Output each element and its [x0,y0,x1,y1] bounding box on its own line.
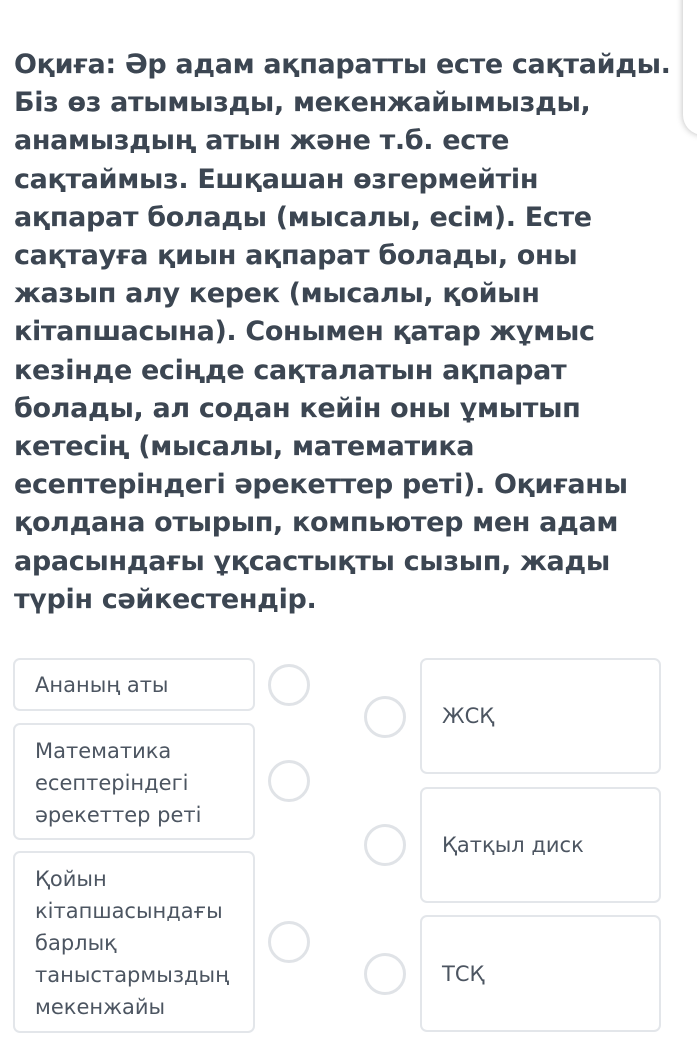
question-line: Біз өз атымызды, мекенжайымызды, [14,87,591,119]
question-line: жазып алу керек (мысалы, қойын [14,278,540,310]
question-line: кетесің (мысалы, математика [14,431,475,463]
right-card-label: ТСҚ [442,961,485,986]
question-line: есептеріндегі әрекеттер реті). Оқиғаны [14,469,628,501]
question-line: анамыздың атын және т.б. есте [14,125,510,157]
left-card-label: барлық [35,931,117,955]
left-card-notebook-addresses[interactable] [13,851,255,1033]
left-connector-3[interactable] [268,921,310,963]
question-line: болады, ал содан кейін оны ұмытып [14,392,581,424]
question-line: түрін сәйкестендір. [14,583,317,615]
left-card-label: мекенжайы [35,995,166,1019]
right-card-label: ЖСҚ [442,704,495,728]
question-line: сақтаймыз. Ешқашан өзгермейтін [14,163,539,195]
question-line: кезінде есіңде сақталатын ақпарат [14,354,567,386]
left-card-label: кітапшасындағы [35,899,223,923]
right-card-ram[interactable] [420,915,661,1032]
right-card-rom[interactable] [420,658,661,774]
right-connector-3[interactable] [364,953,406,995]
left-card-label: Математика [35,739,172,763]
left-card-label: Қойын [35,867,107,891]
question-line: арасындағы ұқсастықты сызып, жады [14,545,610,577]
left-card-label: есептеріндегі [35,771,189,795]
left-card-math-order[interactable] [13,723,255,840]
left-connector-1[interactable] [268,664,310,706]
question-line: ақпарат болады (мысалы, есім). Есте [14,201,592,233]
right-connector-1[interactable] [364,696,406,738]
left-card-label: Ананың аты [35,673,169,697]
question-line: Оқиға: Әр адам ақпаратты есте сақтайды. [14,49,671,80]
right-connector-2[interactable] [364,824,406,866]
right-card-label: Қатқыл диск [442,833,584,857]
left-card-label: әрекеттер реті [35,803,202,827]
question-line: қолдана отырып, компьютер мен адам [14,507,619,539]
question-line: сақтауға қиын ақпарат болады, оны [14,240,578,272]
left-card-label: таныстармыздың [35,963,229,987]
right-card-hard-disk[interactable] [420,787,661,903]
left-connector-2[interactable] [268,760,310,802]
question-line: кітапшасына). Сонымен қатар жұмыс [14,316,595,348]
question-text [14,46,682,619]
left-card-mother-name[interactable] [13,658,255,711]
scroll-edge [683,0,697,135]
